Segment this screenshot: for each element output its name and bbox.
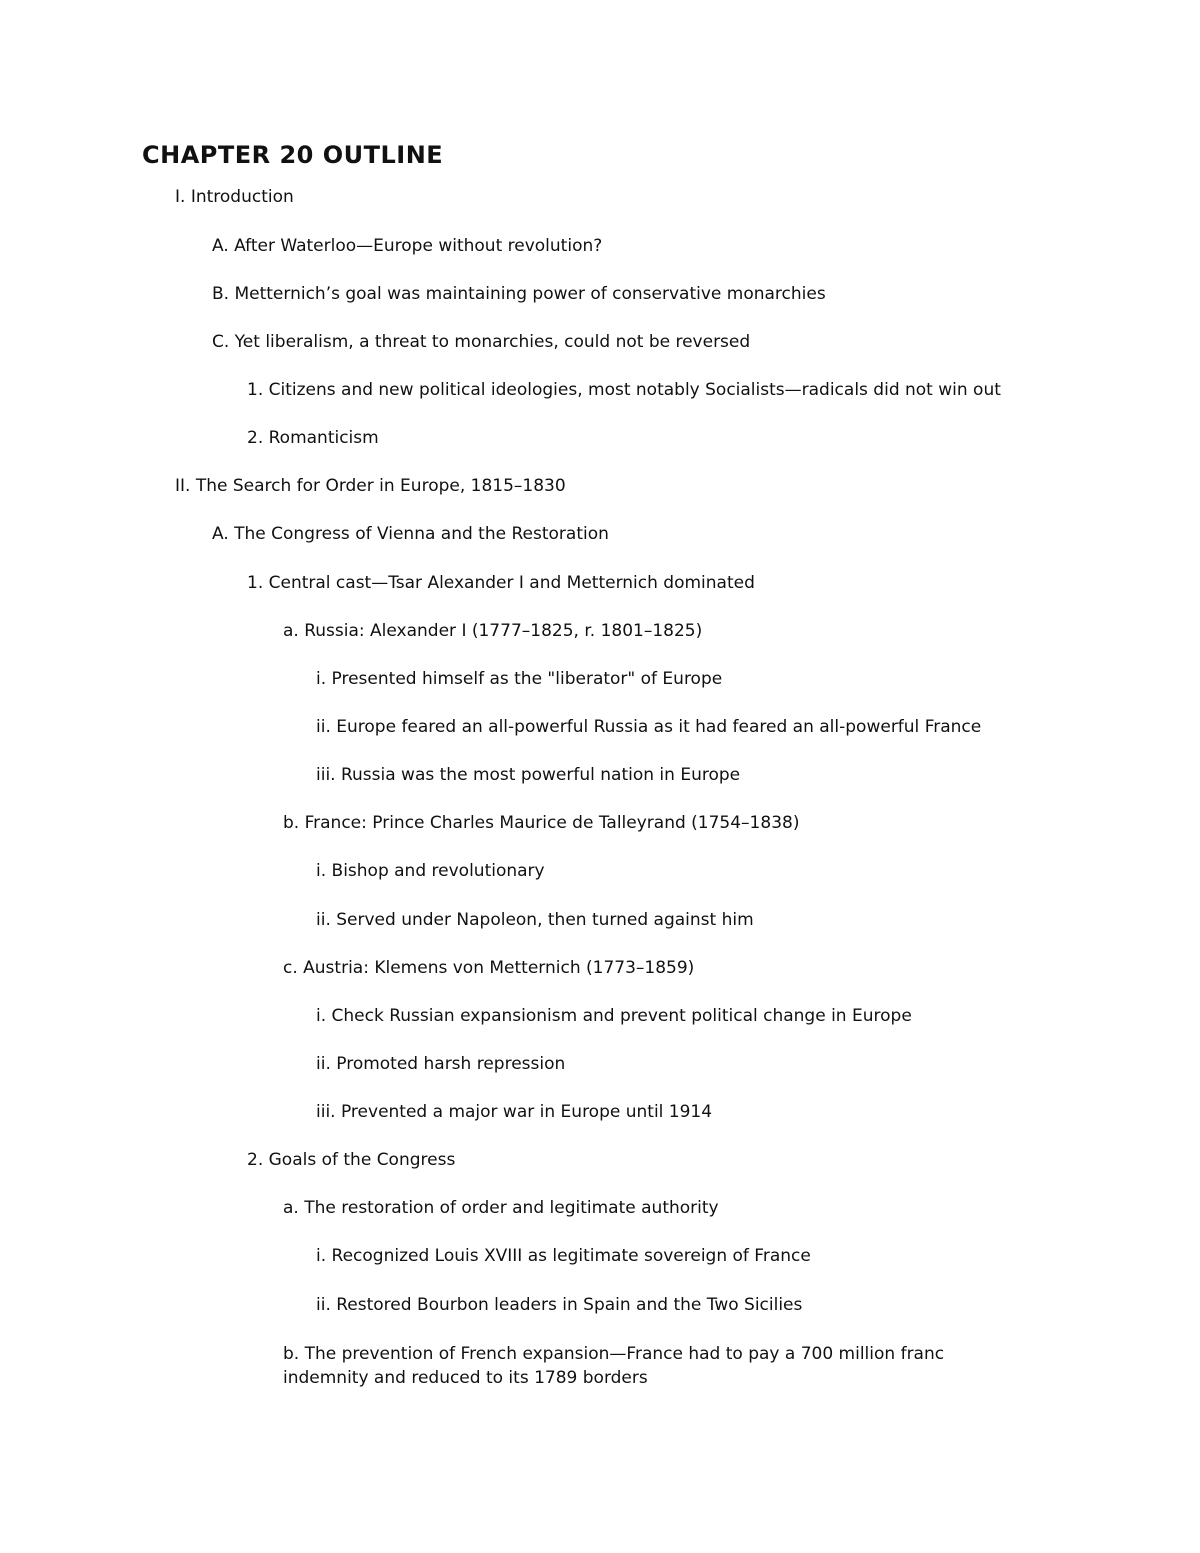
outline-item-level-0: I. Introduction	[175, 187, 294, 207]
outline-item-level-4: ii. Promoted harsh repression	[316, 1054, 566, 1074]
outline-item-level-4: i. Recognized Louis XVIII as legitimate sovereign of France	[316, 1246, 811, 1266]
outline-item-level-4: ii. Restored Bourbon leaders in Spain and the Two Sicilies	[316, 1295, 803, 1315]
outline-item-level-4: ii. Europe feared an all-powerful Russia as it had feared an all-powerful France	[316, 717, 982, 737]
outline-item-level-0: II. The Search for Order in Europe, 1815–1830	[175, 476, 566, 496]
outline-item-level-4: iii. Russia was the most powerful nation in Europe	[316, 765, 741, 785]
outline-item-level-4: iii. Prevented a major war in Europe until 1914	[316, 1102, 713, 1122]
outline-item-level-2: 2. Goals of the Congress	[247, 1150, 456, 1170]
outline-item-level-1: C. Yet liberalism, a threat to monarchies, could not be reversed	[212, 332, 751, 352]
outline-item-level-2: 2. Romanticism	[247, 428, 379, 448]
outline-item-level-3: b. France: Prince Charles Maurice de Talleyrand (1754–1838)	[283, 813, 800, 833]
outline-item-level-4: i. Check Russian expansionism and prevent political change in Europe	[316, 1006, 912, 1026]
outline-item-level-3: b. The prevention of French expansion—France had to pay a 700 million franc indemnity and reduced to its 1789 borders	[283, 1344, 945, 1388]
page-title: CHAPTER 20 OUTLINE	[142, 141, 444, 169]
outline-item-level-1: B. Metternich’s goal was maintaining power of conservative monarchies	[212, 284, 826, 304]
outline-item-level-2: 1. Central cast—Tsar Alexander I and Metternich dominated	[247, 573, 755, 593]
outline-item-level-3: a. The restoration of order and legitimate authority	[283, 1198, 719, 1218]
outline-item-level-3: a. Russia: Alexander I (1777–1825, r. 1801–1825)	[283, 621, 703, 641]
outline-item-level-1: A. After Waterloo—Europe without revolution?	[212, 236, 603, 256]
outline-item-level-4: i. Presented himself as the "liberator" of Europe	[316, 669, 723, 689]
outline-item-level-2: 1. Citizens and new political ideologies, most notably Socialists—radicals did not win out	[247, 380, 1001, 400]
outline-item-level-1: A. The Congress of Vienna and the Restoration	[212, 524, 609, 544]
outline-item-level-4: i. Bishop and revolutionary	[316, 861, 545, 881]
outline-item-level-3: c. Austria: Klemens von Metternich (1773–1859)	[283, 958, 695, 978]
outline-item-level-4: ii. Served under Napoleon, then turned against him	[316, 910, 754, 930]
